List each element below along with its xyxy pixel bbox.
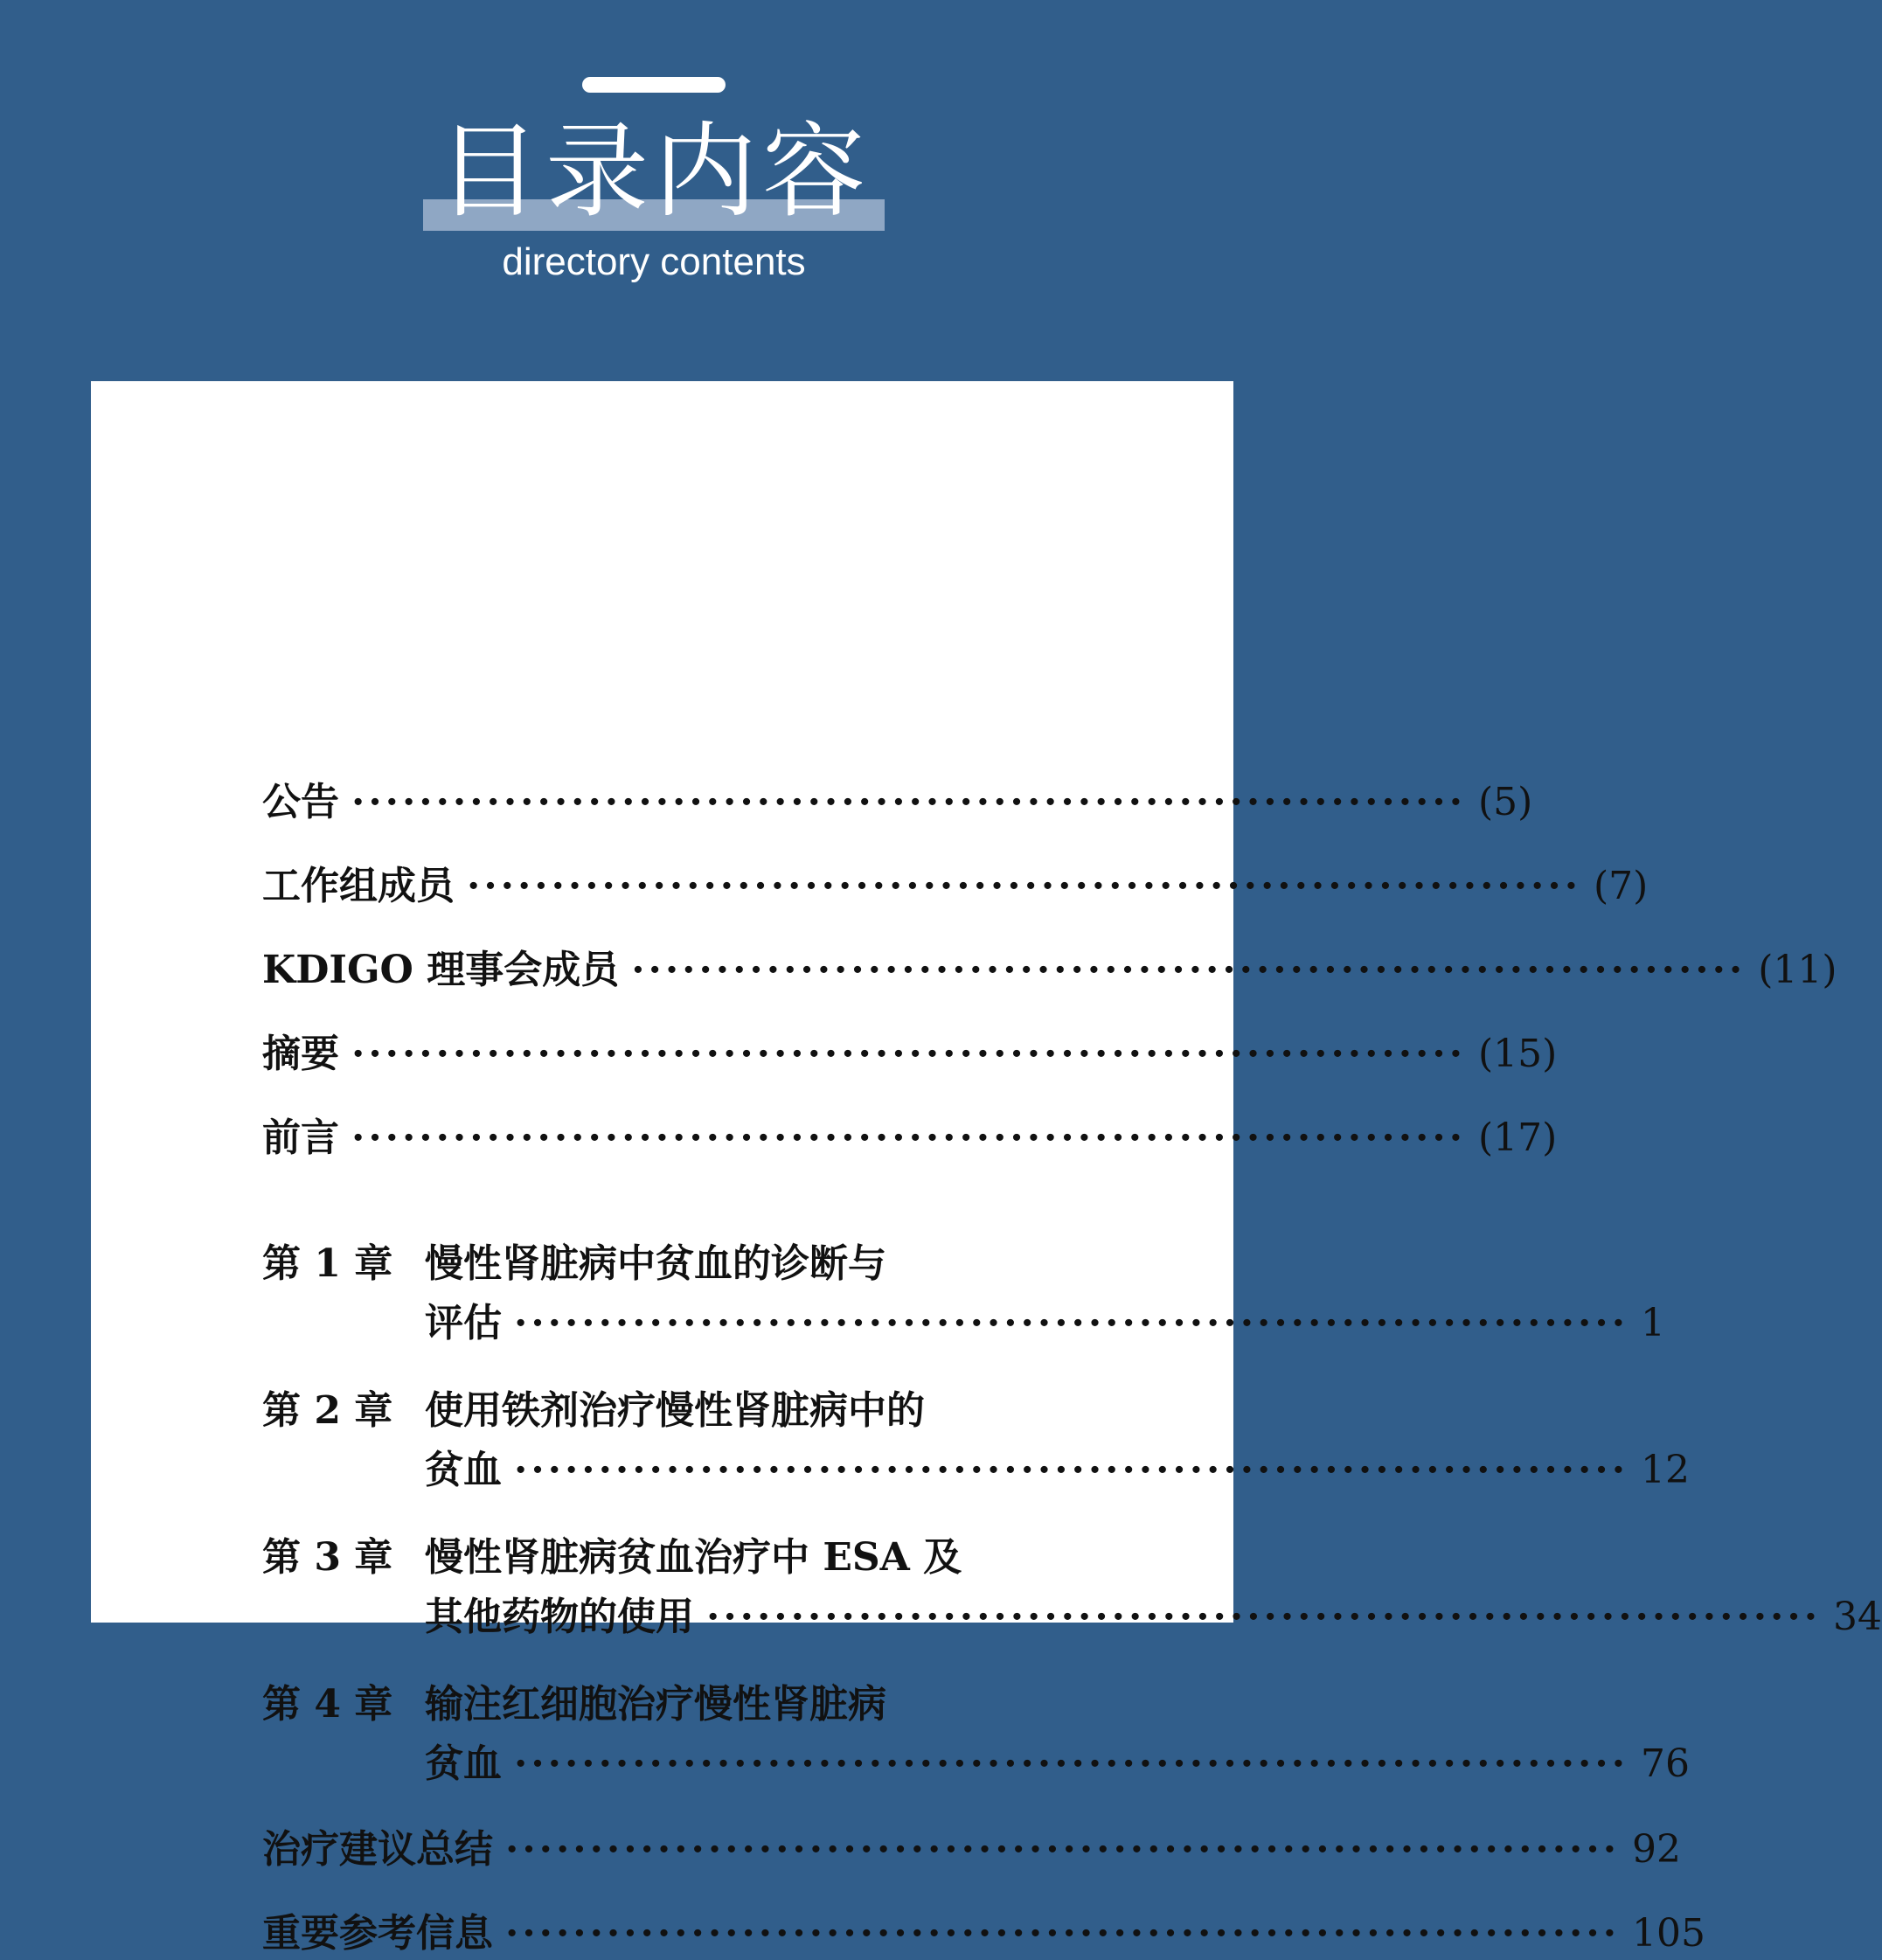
toc-leader: ·································································· <box>505 1911 1621 1956</box>
chapter-number: 第 2 章 <box>262 1388 393 1433</box>
toc-leader: ·································································· <box>514 1741 1629 1786</box>
toc-entry-page: (5) <box>1478 780 1533 824</box>
toc-card <box>91 381 1882 1956</box>
toc-chapter-2[interactable] <box>262 1385 1691 1498</box>
toc-leader: ·································································· <box>467 864 1582 908</box>
toc-leader: ·································································· <box>505 1827 1621 1872</box>
chapter-page: 1 <box>1641 1301 1666 1345</box>
chapter-title-cont <box>425 1444 1691 1497</box>
toc-leader: ·································································· <box>351 1032 1467 1076</box>
toc-entry-label: 摘要 <box>262 1032 339 1076</box>
toc-entry-label: 公告 <box>262 780 339 824</box>
toc-entry-references[interactable] <box>262 1908 1705 1960</box>
chapter-page: 34 <box>1833 1595 1882 1639</box>
toc-entry-label: 治疗建议总结 <box>262 1827 493 1872</box>
chapter-number: 第 1 章 <box>262 1241 393 1286</box>
toc-chapter-4[interactable] <box>262 1679 1691 1792</box>
toc-entry-summary[interactable] <box>262 1824 1682 1876</box>
toc-entry-announcement[interactable] <box>262 776 1533 829</box>
chapter-title-cont <box>425 1738 1691 1790</box>
toc-entry-preface[interactable] <box>262 1112 1558 1164</box>
chapter-title: 使用铁剂治疗慢性肾脏病中的 <box>425 1388 925 1433</box>
toc-leader: ·································································· <box>514 1301 1629 1345</box>
chapter-title-line2: 其他药物的使用 <box>425 1595 694 1639</box>
toc-leader: ·································································· <box>631 948 1747 992</box>
toc-entry-label: 重要参考信息 <box>262 1911 493 1956</box>
chapter-page: 76 <box>1641 1741 1691 1786</box>
toc-entry-page: 92 <box>1632 1827 1682 1872</box>
chapter-title: 输注红细胞治疗慢性肾脏病 <box>425 1682 886 1727</box>
chapter-title-line2: 贫血 <box>425 1448 502 1492</box>
toc-entry-page: (7) <box>1594 864 1649 908</box>
decorative-bar <box>582 77 726 93</box>
header <box>0 0 1311 376</box>
toc-entry-abstract[interactable] <box>262 1028 1558 1081</box>
chapter-page: 12 <box>1641 1448 1691 1492</box>
chapter-title: 慢性肾脏病中贫血的诊断与 <box>425 1241 886 1286</box>
page-title: 目录内容 <box>436 111 871 232</box>
chapter-title-line2: 贫血 <box>425 1741 502 1786</box>
page-subtitle: directory contents <box>502 240 806 283</box>
toc-entry-page: (17) <box>1478 1116 1558 1160</box>
chapter-number: 第 3 章 <box>262 1535 393 1580</box>
toc-chapter-3[interactable] <box>262 1532 1882 1645</box>
toc-entry-page: (11) <box>1758 948 1837 992</box>
chapter-number: 第 4 章 <box>262 1682 393 1727</box>
chapter-title: 慢性肾脏病贫血治疗中 ESA 及 <box>425 1535 962 1580</box>
toc-leader: ·································································· <box>351 780 1467 824</box>
table-of-contents <box>91 381 1882 1956</box>
toc-entry-board[interactable] <box>262 944 1837 997</box>
chapter-title-cont <box>425 1591 1882 1644</box>
toc-leader: ·································································· <box>351 1116 1467 1160</box>
toc-entry-label: 工作组成员 <box>262 864 455 908</box>
chapter-title-line2: 评估 <box>425 1301 502 1345</box>
toc-entry-label: 前言 <box>262 1116 339 1160</box>
toc-leader: ·································································· <box>706 1595 1822 1639</box>
toc-entry-label: KDIGO 理事会成员 <box>262 948 620 992</box>
toc-entry-page: 105 <box>1632 1911 1705 1956</box>
toc-entry-working-group[interactable] <box>262 860 1649 913</box>
chapter-title-cont <box>425 1297 1666 1350</box>
toc-entry-page: (15) <box>1478 1032 1558 1076</box>
toc-chapter-1[interactable] <box>262 1238 1666 1352</box>
toc-leader: ·································································· <box>514 1448 1629 1492</box>
